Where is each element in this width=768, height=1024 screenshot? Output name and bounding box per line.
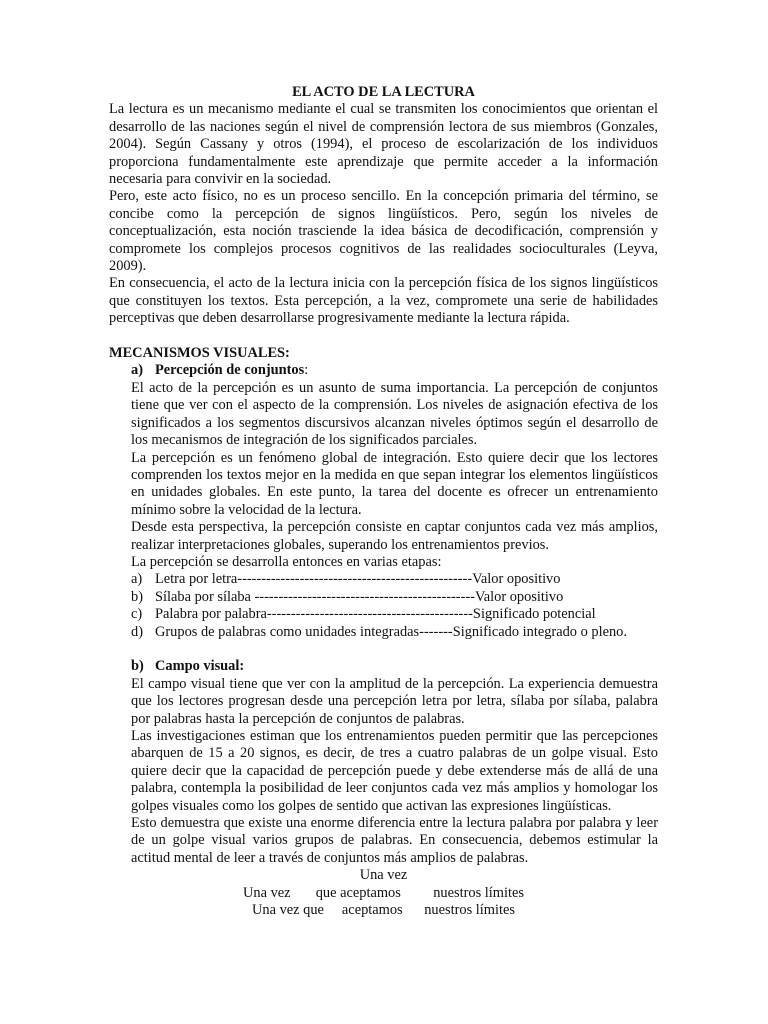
intro-paragraph-3: En consecuencia, el acto de la lectura inicia con la percepción física de los signos lingüísticos que constituyen los textos. Esta percepción, a la vez, compromete una serie de habilidades perceptivas que deben desarrollarse progresivamente mediante la lectura rápida. [109, 275, 658, 327]
subsection-a-paragraph-1: El acto de la percepción es un asunto de suma importancia. La percepción de conjuntos tiene que ver con el aspecto de la comprensión. Los niveles de asignación efectiva de los significados a los segmentos discursivos alcanzan niveles óptimos según el desarrollo de los mecanismos de integración de los significados parciales. [131, 379, 658, 449]
subsection-b-title: Campo visual: [155, 658, 245, 675]
spacer [109, 641, 658, 658]
subsection-a-letter: a) [131, 362, 143, 379]
stage-text: Palabra por palabra-------------------------------------------Significado potencial [155, 606, 596, 623]
subsection-b-letter: b) [131, 658, 144, 675]
stage-text: Grupos de palabras como unidades integradas-------Significado integrado o pleno. [155, 623, 627, 640]
subsection-a-colon: : [304, 362, 309, 379]
subsection-b-paragraph-2: Las investigaciones estiman que los entrenamientos pueden permitir que las percepciones abarquen de 15 a 20 signos, es decir, de tres a cuatro palabras de un golpe visual. Esto quiere decir que la capacidad de percepción puede y debe extenderse más de allá de una palabra, contempla la posibilidad de leer conjuntos cada vez más amplios y homologar los golpes visuales como los golpes de sentido que activan las expresiones lingüísticas. [131, 728, 658, 814]
subsection-a-title: Percepción de conjuntos [155, 362, 305, 379]
stage-item [109, 606, 658, 623]
stage-item [109, 624, 658, 641]
intro-paragraph-1: La lectura es un mecanismo mediante el cual se transmiten los conocimientos que orientan el desarrollo de las naciones según el nivel de comprensión lectora de sus miembros (Gonzales, 2004). Según Cassany y otros (1994), el proceso de escolarización de los individuos proporciona fundamentalmente este aprendizaje que permite acceder a la información necesaria para convivir en la sociedad. [109, 101, 658, 188]
stage-letter: d) [131, 623, 143, 640]
stage-letter: a) [131, 571, 143, 588]
subsection-b-heading [109, 658, 658, 675]
intro-paragraph-2: Pero, este acto físico, no es un proceso sencillo. En la concepción primaria del término, se concibe como la percepción de signos lingüísticos. Pero, según los niveles de conceptualización, esta noción trasciende la idea básica de decodificación, comprensión y compromete los complejos procesos cognitivos de las realidades socioculturales (Leyva, 2009). [109, 188, 658, 275]
stage-item [109, 589, 658, 606]
example-line-2: Una vez que aceptamos nuestros límites [243, 884, 524, 901]
stage-text: Sílaba por sílaba ----------------------------------------------Valor opositivo [155, 588, 564, 605]
document-title: EL ACTO DE LA LECTURA [292, 84, 475, 100]
subsection-a-paragraph-4: La percepción se desarrolla entonces en varias etapas: [131, 553, 442, 570]
subsection-a-paragraph-2: La percepción es un fenómeno global de integración. Esto quiere decir que los lectores comprenden los textos mejor en la medida en que sepan integrar los elementos lingüísticos en unidades globales. En este punto, la tarea del docente es ofrecer un entrenamiento mínimo sobre la velocidad de la lectura. [131, 449, 658, 518]
subsection-a-paragraph-3: Desde esta perspectiva, la percepción consiste en captar conjuntos cada vez más amplios, realizar interpretaciones globales, superando los entrenamientos previos. [131, 519, 658, 553]
example-line-3: Una vez que aceptamos nuestros límites [252, 902, 515, 919]
subsection-b-paragraph-1: El campo visual tiene que ver con la amplitud de la percepción. La experiencia demuestra que los lectores progresan desde una percepción letra por letra, sílaba por sílaba, palabra por palabras hasta la percepción de conjuntos de palabras. [131, 675, 658, 727]
section-heading: MECANISMOS VISUALES: [109, 345, 290, 362]
stage-text: Letra por letra-------------------------------------------------Valor opositivo [155, 571, 561, 588]
subsection-a-heading [109, 362, 658, 379]
stage-item [109, 571, 658, 588]
stage-letter: b) [131, 588, 143, 605]
subsection-b-paragraph-3: Esto demuestra que existe una enorme diferencia entre la lectura palabra por palabra y leer de un golpe visual varios grupos de palabras. En consecuencia, debemos estimular la actitud mental de leer a través de conjuntos más amplios de palabras. [131, 815, 658, 866]
document-page [109, 84, 658, 919]
example-line-1: Una vez [359, 867, 408, 884]
stage-letter: c) [131, 606, 143, 623]
